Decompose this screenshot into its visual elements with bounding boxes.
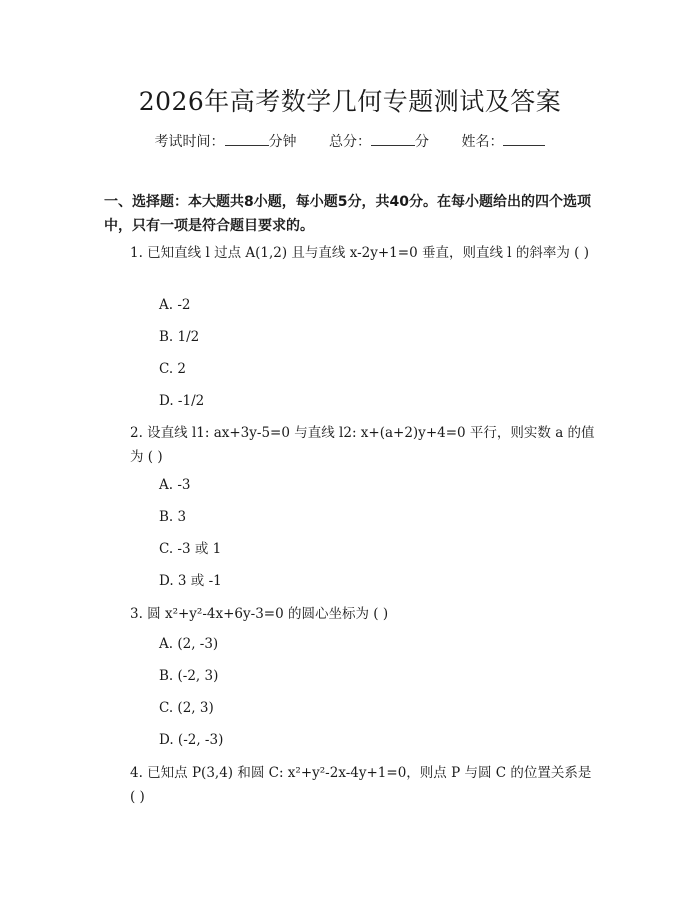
score-blank [371,131,415,146]
page-title: 2026年高考数学几何专题测试及答案 [138,87,562,116]
option-1d: D. -1/2 [159,393,205,409]
question-2 [104,421,600,469]
question-text: 4. 已知点 P(3,4) 和圆 C: x²+y²-2x-4y+1=0，则点 P 与圆 C 的位置关系是 ( ) [130,765,592,805]
option-2b: B. 3 [159,509,187,525]
option-2a: A. -3 [159,477,191,493]
time-blank [225,131,269,146]
question-text: 2. 设直线 l1: ax+3y-5=0 与直线 l2: x+(a+2)y+4=0 平行，则实数 a 的值为 ( ) [130,425,595,465]
option-2d: D. 3 或 -1 [159,573,222,589]
question-1 [104,241,600,265]
question-text: 3. 圆 x²+y²-4x+6y-3=0 的圆心坐标为 ( ) [130,606,389,622]
option-3b: B. (-2, 3) [159,668,219,684]
question-4 [104,761,600,809]
time-label: 考试时间： [154,134,225,150]
score-label: 总分： [329,134,371,150]
option-1a: A. -2 [159,297,191,313]
option-1b: B. 1/2 [159,329,200,345]
name-label: 姓名： [461,134,504,150]
section-heading: 一、选择题：本大题共8小题，每小题5分，共40分。在每小题给出的四个选项中，只有一项是符合题目要求的。 [104,194,591,234]
question-3 [104,602,600,626]
option-2c: C. -3 或 1 [159,541,222,557]
option-3d: D. (-2, -3) [159,732,224,748]
student-name [461,131,545,151]
question-text: 1. 已知直线 l 过点 A(1,2) 且与直线 x-2y+1=0 垂直，则直线 l 的斜率为 ( ) [130,245,589,261]
exam-time [155,131,297,151]
name-blank [503,131,545,146]
option-3a: A. (2, -3) [159,636,219,652]
option-1c: C. 2 [159,361,187,377]
score-unit: 分 [415,134,429,150]
time-unit: 分钟 [268,134,297,150]
option-3c: C. (2, 3) [159,700,214,716]
exam-score [329,131,429,151]
exam-meta [0,131,700,151]
